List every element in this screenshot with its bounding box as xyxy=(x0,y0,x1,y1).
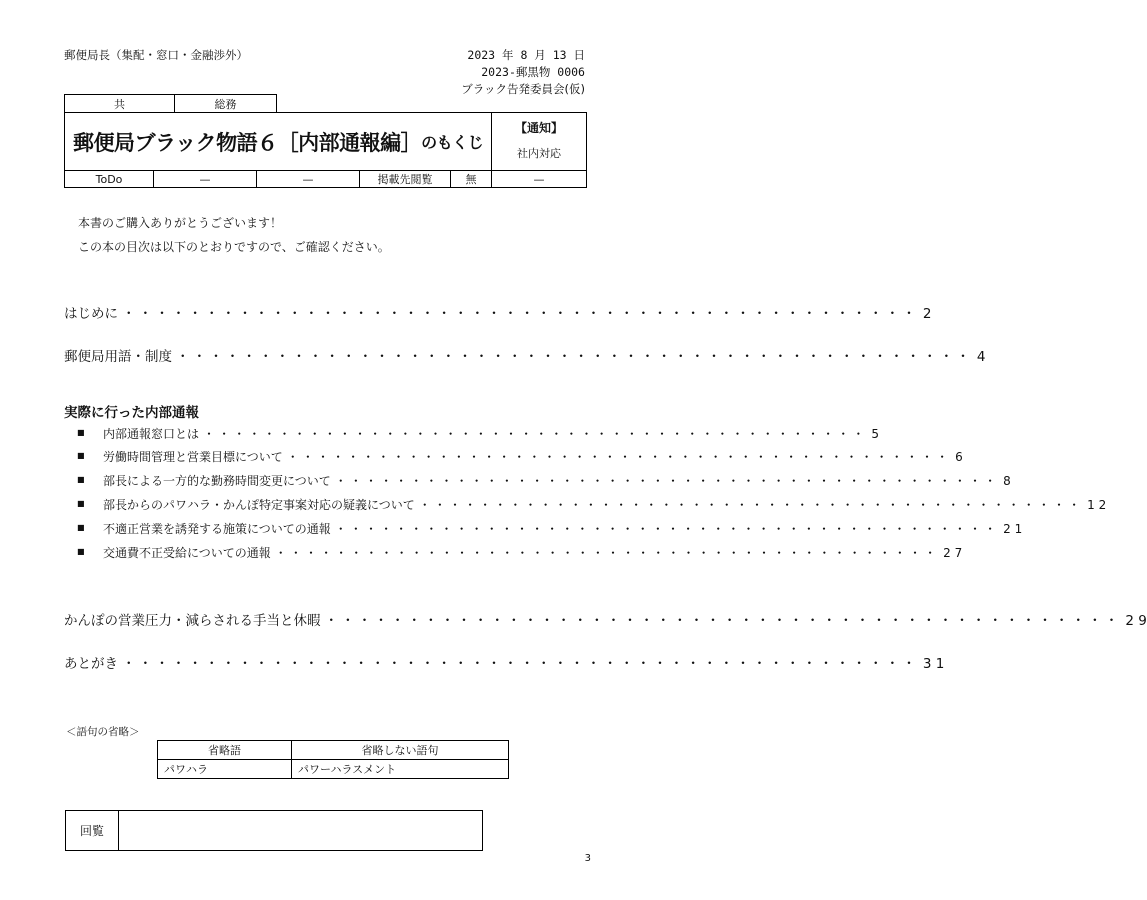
issue-date: 2023 年 8 月 13 日 xyxy=(467,48,585,62)
cell-full: パワーハラスメント xyxy=(292,760,509,779)
document-title xyxy=(64,112,492,171)
intro-line-2: この本の目次は以下のとおりですので、ご確認ください。 xyxy=(78,240,390,254)
toc-item[interactable] xyxy=(103,544,963,561)
circulation-label: 回覧 xyxy=(66,811,119,850)
toc-label: 内部通報窓口とは xyxy=(103,427,200,441)
tag-common: 共 xyxy=(64,94,175,113)
toc-entry-terms[interactable] xyxy=(64,345,986,365)
toc-item[interactable] xyxy=(103,472,1011,489)
toc-label: 交通費不正受給についての通報 xyxy=(103,546,271,560)
toc-page: 3 1 xyxy=(922,656,945,672)
toc-item[interactable] xyxy=(103,448,963,465)
column-header-full: 省略しない語句 xyxy=(292,741,509,760)
header-meta xyxy=(461,47,585,98)
notice-scope: 社内対応 xyxy=(517,147,561,160)
todo-label: ToDo xyxy=(64,170,154,188)
posting-value: 無 xyxy=(450,170,492,188)
toc-page: 8 xyxy=(1003,474,1011,488)
toc-leader: ・・・・・・・・・・・・・・・・・・・・・・・・・・・・・・・・・・・・・・・・・・・・・・・・ xyxy=(122,306,919,322)
toc-label: 郵便局用語・制度 xyxy=(64,349,172,365)
toc-leader: ・・・・・・・・・・・・・・・・・・・・・・・・・・・・・・・・・・・・・・・・・・・・ xyxy=(334,474,1000,488)
posting-label: 掲載先閲覧 xyxy=(359,170,451,188)
toc-leader: ・・・・・・・・・・・・・・・・・・・・・・・・・・・・・・・・・・・・・・・・・・・・・・・・ xyxy=(122,656,919,672)
notice-type: 【通知】 xyxy=(514,121,563,135)
toc-item[interactable] xyxy=(103,425,880,442)
toc-label: あとがき xyxy=(64,656,118,672)
abbreviations-table xyxy=(157,740,509,779)
toc-leader: ・・・・・・・・・・・・・・・・・・・・・・・・・・・・・・・・・・・・・・・・・・・・・・・・ xyxy=(324,613,1122,629)
toc-page: 2 1 xyxy=(1003,522,1023,536)
toc-label: 部長からのパワハラ・かんぽ特定事案対応の疑義について xyxy=(103,498,415,512)
tag-general-affairs: 総務 xyxy=(174,94,277,113)
toc-leader: ・・・・・・・・・・・・・・・・・・・・・・・・・・・・・・・・・・・・・・・・・・・・ xyxy=(274,546,940,560)
toc-page: 6 xyxy=(955,450,963,464)
title-suffix: のもくじ xyxy=(421,133,484,152)
table-row xyxy=(158,760,509,779)
table-header-row xyxy=(158,741,509,760)
toc-entry-afterword[interactable] xyxy=(64,652,945,672)
bullet-icon: ■ xyxy=(77,428,85,437)
bullet-icon: ■ xyxy=(77,499,85,508)
toc-leader: ・・・・・・・・・・・・・・・・・・・・・・・・・・・・・・・・・・・・・・・・・・・・ xyxy=(334,522,1000,536)
toc-page: 5 xyxy=(871,427,880,441)
notice-type-box xyxy=(491,112,587,171)
toc-item[interactable] xyxy=(103,496,1107,513)
bullet-icon: ■ xyxy=(77,547,85,556)
last-value: — xyxy=(491,170,587,188)
toc-page: 4 xyxy=(976,349,986,365)
column-header-short: 省略語 xyxy=(158,741,292,760)
bullet-icon: ■ xyxy=(77,523,85,532)
intro-text xyxy=(78,211,390,259)
toc-label: かんぽの営業圧力・減らされる手当と休暇 xyxy=(64,613,321,629)
recipient-line: 郵便局長（集配・窓口・金融渉外） xyxy=(64,48,248,62)
todo-value-1: — xyxy=(153,170,257,188)
todo-value-2: — xyxy=(256,170,360,188)
toc-entry-intro[interactable] xyxy=(64,302,932,322)
toc-entry-pressure[interactable] xyxy=(64,609,1147,629)
toc-item[interactable] xyxy=(103,520,1023,537)
toc-leader: ・・・・・・・・・・・・・・・・・・・・・・・・・・・・・・・・・・・・・・・・・・・・・・・・ xyxy=(176,349,973,365)
toc-page: 1 2 xyxy=(1087,498,1107,512)
document-number: 2023-郵黒物 0006 xyxy=(481,65,585,79)
toc-label: 不適正営業を誘発する施策についての通報 xyxy=(103,522,331,536)
bullet-icon: ■ xyxy=(77,475,85,484)
toc-leader: ・・・・・・・・・・・・・・・・・・・・・・・・・・・・・・・・・・・・・・・・・・・・ xyxy=(203,427,868,441)
toc-label: はじめに xyxy=(64,306,118,322)
page-number: 3 xyxy=(584,853,591,864)
abbreviations-caption: ＜語句の省略＞ xyxy=(66,726,140,738)
bullet-icon: ■ xyxy=(77,451,85,460)
toc-leader: ・・・・・・・・・・・・・・・・・・・・・・・・・・・・・・・・・・・・・・・・・・・・ xyxy=(418,498,1084,512)
section-title: 実際に行った内部通報 xyxy=(64,405,199,421)
toc-page: 2 7 xyxy=(943,546,963,560)
title-main: 郵便局ブラック物語６［内部通報編］ xyxy=(73,130,422,155)
circulation-box xyxy=(65,810,483,851)
toc-page: 2 xyxy=(922,306,932,322)
cell-short: パワハラ xyxy=(158,760,292,779)
toc-label: 部長による一方的な勤務時間変更について xyxy=(103,474,331,488)
issuer: ブラック告発委員会(仮) xyxy=(461,82,585,96)
toc-label: 労働時間管理と営業目標について xyxy=(103,450,283,464)
toc-leader: ・・・・・・・・・・・・・・・・・・・・・・・・・・・・・・・・・・・・・・・・・・・・ xyxy=(286,450,952,464)
toc-page: 2 9 xyxy=(1125,613,1147,629)
intro-line-1: 本書のご購入ありがとうございます！ xyxy=(78,216,283,230)
